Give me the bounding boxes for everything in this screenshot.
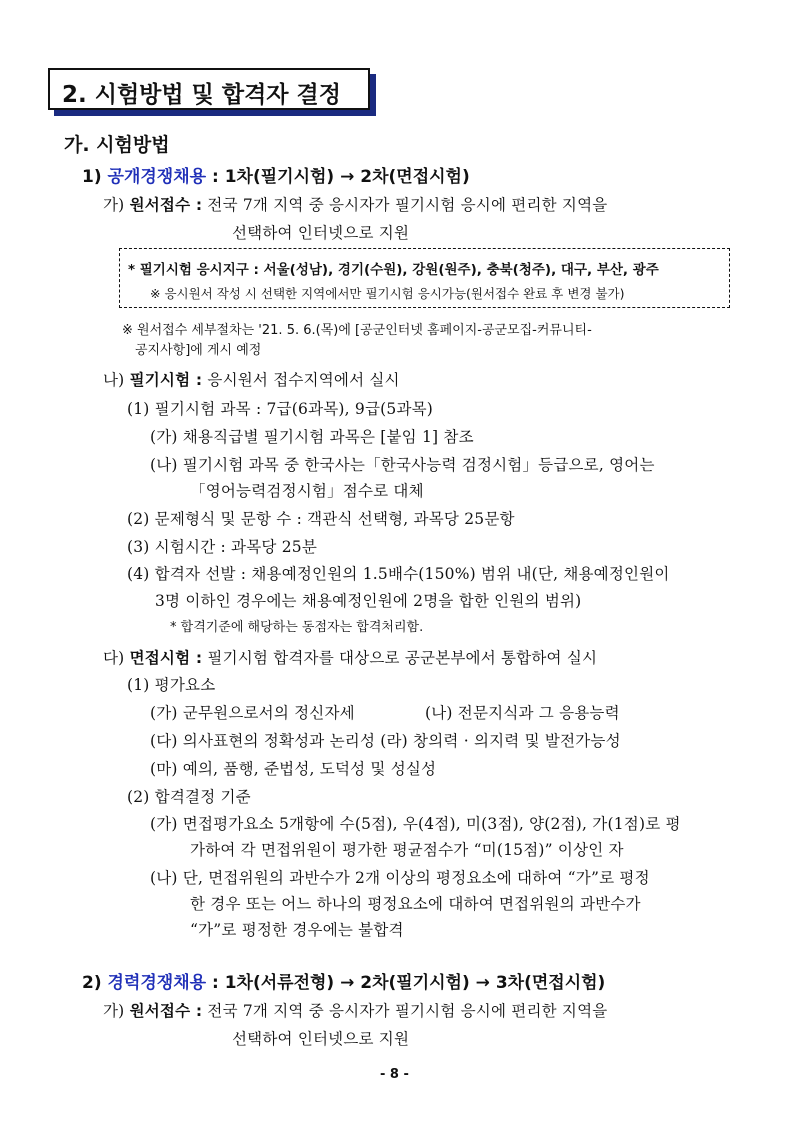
written-item-1: (1) 필기시험 과목 : 7급(6과목), 9급(5과목) — [127, 400, 434, 418]
open-hiring-heading — [82, 162, 470, 187]
section-title-box — [48, 68, 370, 110]
eval-factor-2: (나) 전문지식과 그 응용능력 — [425, 704, 620, 722]
subsection-title: 가. 시험방법 — [64, 134, 170, 156]
interview-label: 다) — [103, 649, 125, 667]
exam-location-note: ※ 응시원서 작성 시 선택한 지역에서만 필기시험 응시가능(원서접수 완료 후 변경 불가) — [150, 286, 625, 301]
career-apply-label: 가) — [103, 1002, 125, 1020]
interview-item-1: (1) 평가요소 — [127, 676, 216, 694]
interview-heading — [103, 646, 597, 668]
open-hiring-stages: : 1차(필기시험) → 2차(면접시험) — [212, 167, 470, 187]
written-item-3: (3) 시험시간 : 과목당 25분 — [127, 538, 317, 556]
tie-rule-note: * 합격기준에 해당하는 동점자는 합격처리함. — [170, 620, 424, 635]
written-item-1b-cont: 「영어능력검정시험」점수로 대체 — [190, 482, 424, 500]
open-apply-label: 가) — [103, 196, 125, 214]
career-apply-line1 — [103, 999, 607, 1021]
page-number: - 8 - — [380, 1067, 409, 1082]
written-item-2: (2) 문제형식 및 문항 수 : 객관식 선택형, 과목당 25문항 — [127, 510, 515, 528]
written-item-1b: (나) 필기시험 과목 중 한국사는「한국사능력 검정시험」등급으로, 영어는 — [150, 456, 655, 474]
written-title: 필기시험 : — [129, 371, 203, 389]
eval-factor-4: (마) 예의, 품행, 준법성, 도덕성 및 성실성 — [150, 760, 437, 778]
eval-factor-3: (다) 의사표현의 정확성과 논리성 (라) 창의력 · 의지력 및 발전가능성 — [150, 732, 621, 750]
written-exam-heading — [103, 368, 400, 390]
open-apply-title: 원서접수 : — [129, 196, 203, 214]
open-apply-line2: 선택하여 인터넷으로 지원 — [232, 224, 410, 242]
interview-text: 필기시험 합격자를 대상으로 공군본부에서 통합하여 실시 — [207, 649, 598, 667]
career-hiring-num: 2) — [82, 973, 102, 993]
career-apply-text1: 전국 7개 지역 중 응시자가 필기시험 응시에 편리한 지역을 — [207, 1002, 608, 1020]
written-item-4: (4) 합격자 선발 : 채용예정인원의 1.5배수(150%) 범위 내(단, 채용예정인원이 — [127, 565, 670, 583]
open-hiring-type: 공개경쟁채용 — [107, 167, 207, 187]
career-hiring-type: 경력경쟁채용 — [107, 973, 207, 993]
written-item-1a: (가) 채용직급별 필기시험 과목은 [붙임 1] 참조 — [150, 428, 474, 446]
written-label: 나) — [103, 371, 125, 389]
eval-factor-1: (가) 군무원으로서의 정신자세 — [150, 704, 355, 722]
apply-procedure-note-1: ※ 원서접수 세부절차는 '21. 5. 6.(목)에 [공군인터넷 홈페이지-공군모집-커뮤니티- — [122, 323, 592, 338]
career-hiring-heading — [82, 968, 605, 993]
written-item-4-cont: 3명 이하인 경우에는 채용예정인원에 2명을 합한 인원의 범위) — [155, 592, 582, 610]
exam-location-line: * 필기시험 응시지구 : 서울(성남), 경기(수원), 강원(원주), 충북(청주), 대구, 부산, 광주 — [128, 262, 659, 278]
open-hiring-num: 1) — [82, 167, 102, 187]
pass-criteria-1: (가) 면접평가요소 5개항에 수(5점), 우(4점), 미(3점), 양(2점), 가(1점)로 평 — [150, 815, 681, 833]
apply-procedure-note-2: 공지사항]에 게시 예정 — [135, 343, 262, 358]
pass-criteria-2: (나) 단, 면접위원의 과반수가 2개 이상의 평정요소에 대하여 “가”로 평정 — [150, 869, 650, 887]
pass-criteria-2-cont: 한 경우 또는 어느 하나의 평정요소에 대하여 면접위원의 과반수가 — [190, 895, 641, 913]
pass-criteria-1-cont: 가하여 각 면접위원이 평가한 평균점수가 “미(15점)” 이상인 자 — [190, 841, 624, 859]
career-apply-title: 원서접수 : — [129, 1002, 203, 1020]
career-apply-line2: 선택하여 인터넷으로 지원 — [232, 1030, 410, 1048]
open-apply-line1 — [103, 193, 607, 215]
career-hiring-stages: : 1차(서류전형) → 2차(필기시험) → 3차(면접시험) — [212, 973, 606, 993]
pass-criteria-2-cont2: “가”로 평정한 경우에는 불합격 — [190, 921, 404, 939]
open-apply-text1: 전국 7개 지역 중 응시자가 필기시험 응시에 편리한 지역을 — [207, 196, 608, 214]
interview-item-2: (2) 합격결정 기준 — [127, 788, 251, 806]
exam-location-notice — [119, 248, 730, 308]
section-title: 2. 시험방법 및 합격자 결정 — [62, 82, 341, 108]
interview-title: 면접시험 : — [129, 649, 203, 667]
written-text: 응시원서 접수지역에서 실시 — [207, 371, 400, 389]
